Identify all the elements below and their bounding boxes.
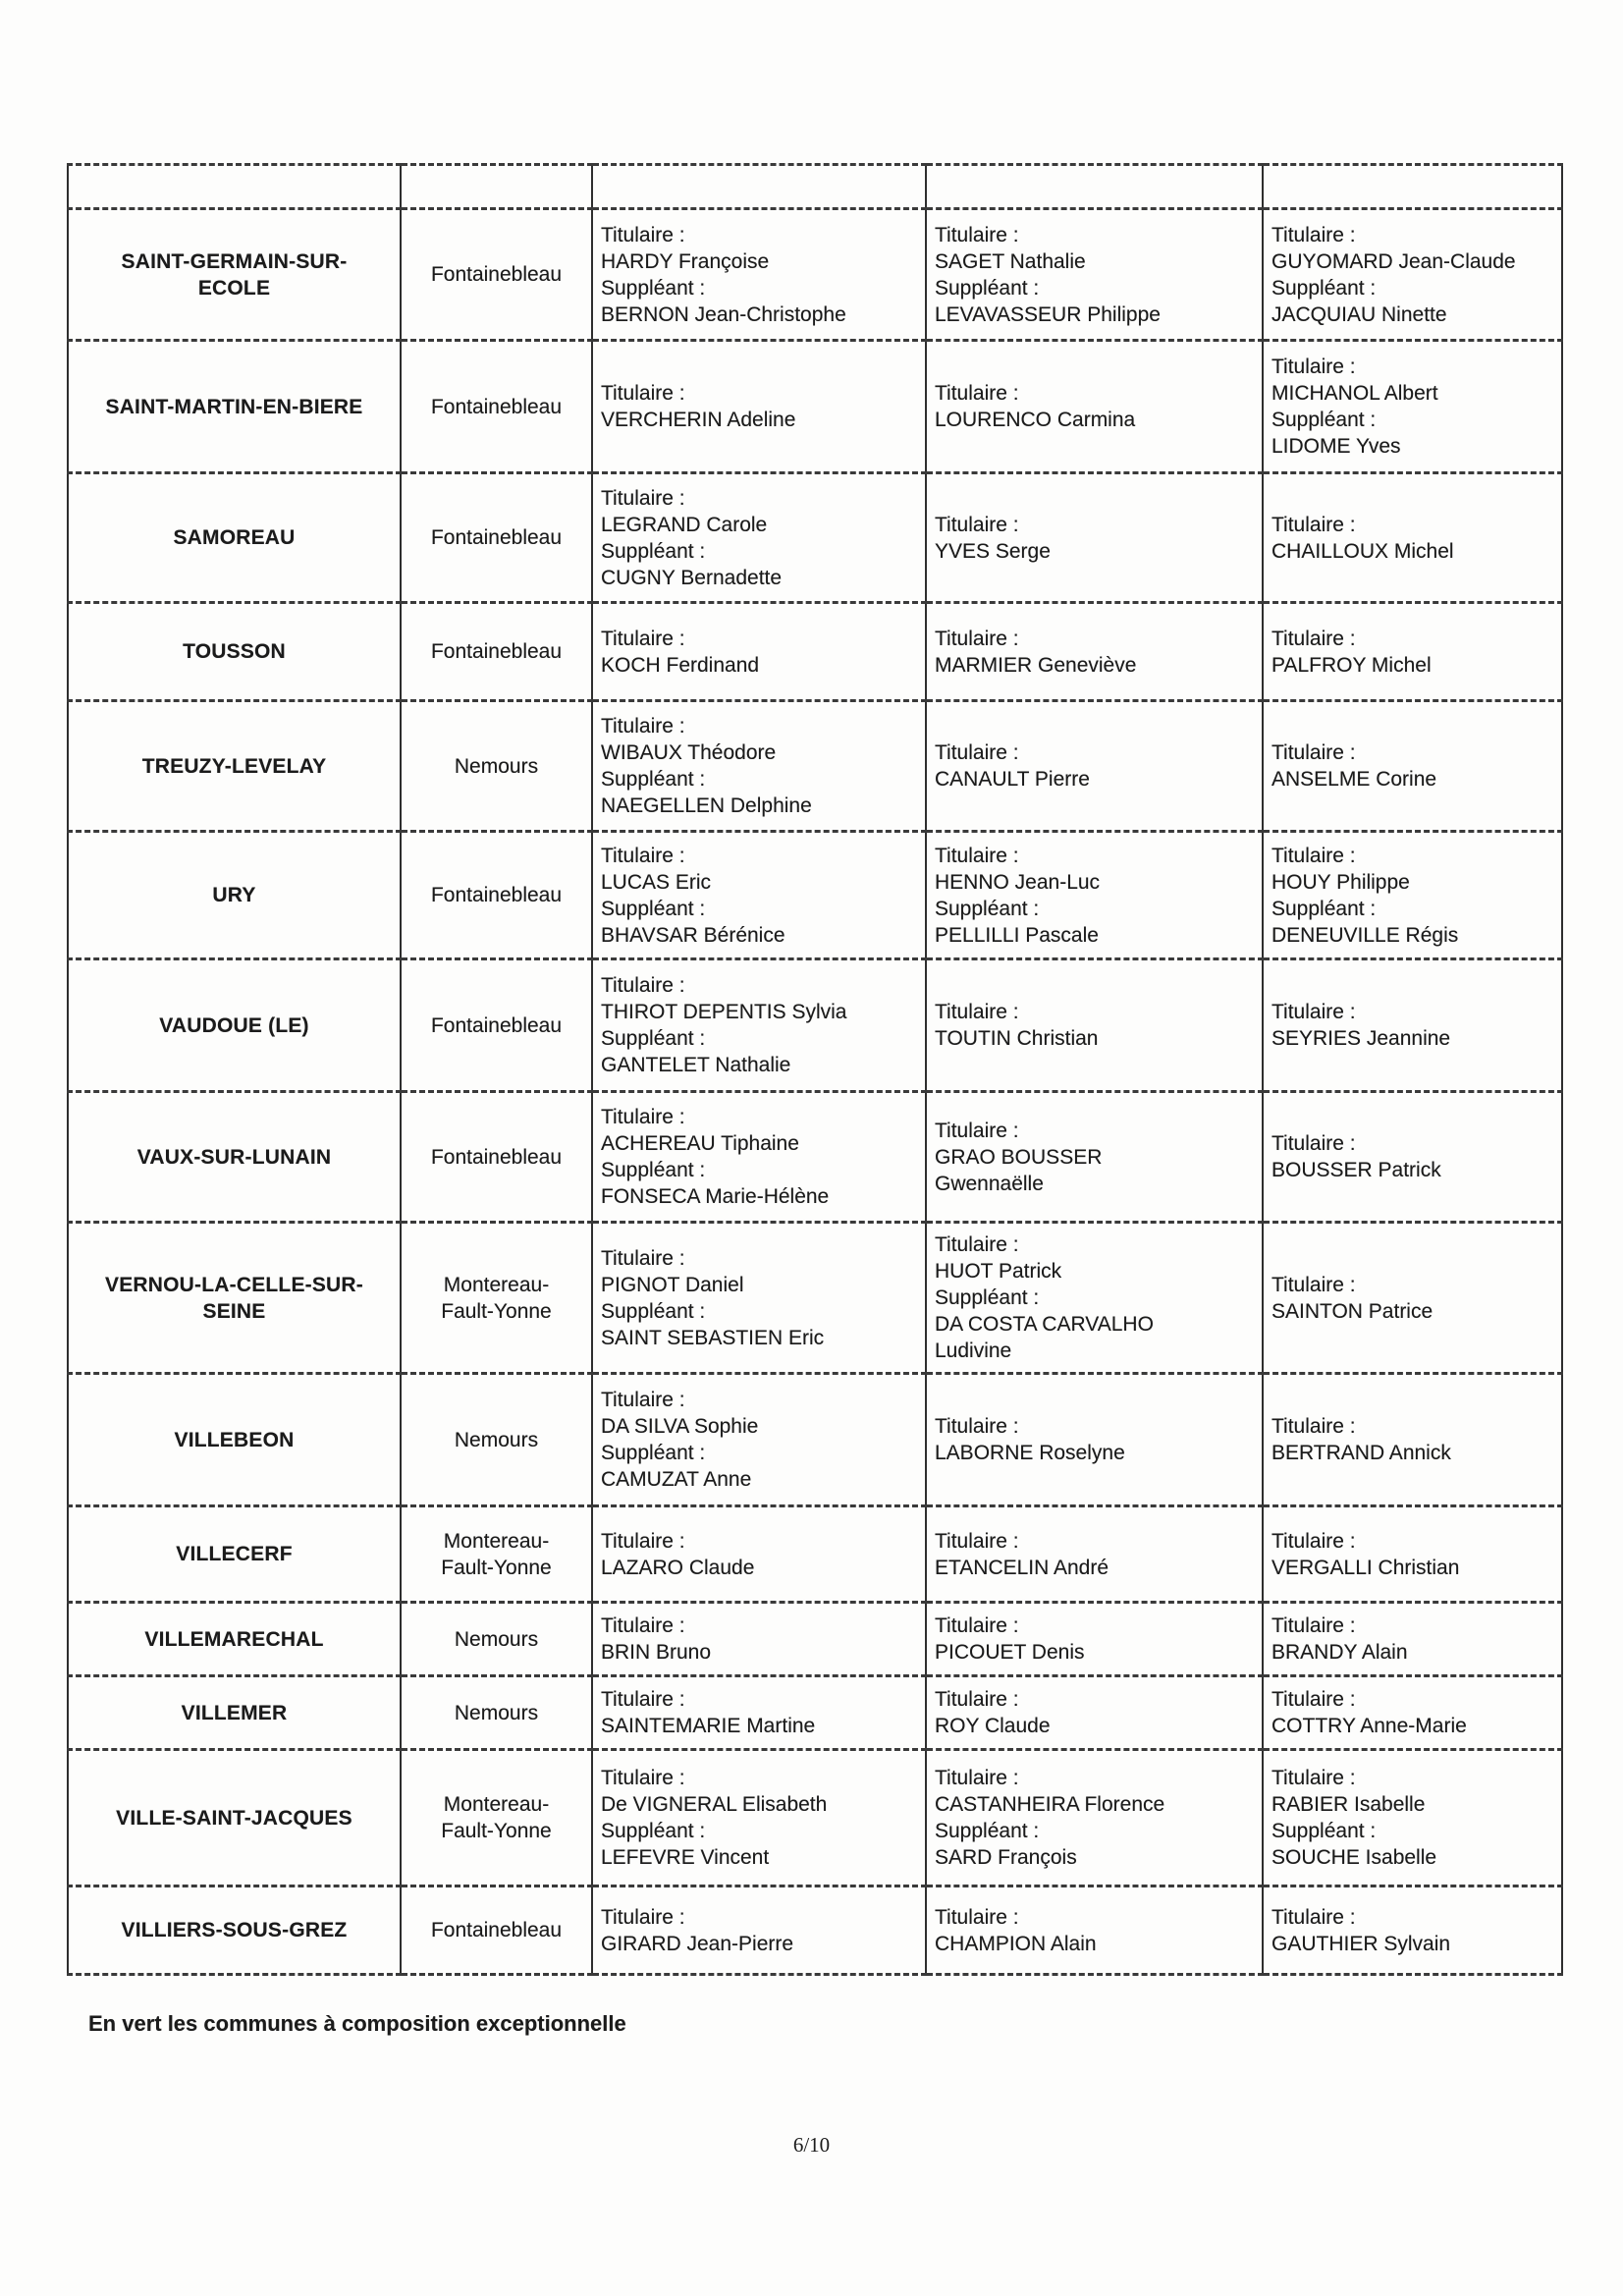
member-line: Titulaire : xyxy=(1271,844,1356,867)
member-line: ANSELME Corine xyxy=(1271,768,1437,791)
member-line: HARDY Françoise xyxy=(601,249,770,273)
member-line: SAGET Nathalie xyxy=(935,249,1086,273)
commune-cell xyxy=(68,473,401,603)
commune-cell xyxy=(68,1223,401,1374)
member-line: Titulaire : xyxy=(935,844,1019,867)
member-cell xyxy=(1263,959,1562,1092)
member-cell xyxy=(926,603,1263,701)
member-line: Titulaire : xyxy=(1271,223,1356,246)
member-line: Suppléant : xyxy=(935,276,1040,300)
member-cell xyxy=(926,1223,1263,1374)
member-line: Titulaire : xyxy=(935,1119,1019,1142)
member-line: Titulaire : xyxy=(601,223,685,246)
arrondissement-cell xyxy=(401,1886,592,1975)
table-row xyxy=(68,832,1562,959)
arrondissement-cell xyxy=(401,1603,592,1676)
member-line: TOUTIN Christian xyxy=(935,1027,1099,1050)
member-line: CHAILLOUX Michel xyxy=(1271,539,1454,563)
member-cell xyxy=(1263,1676,1562,1750)
member-line: Suppléant : xyxy=(935,1820,1040,1842)
member-line: LEGRAND Carole xyxy=(601,513,768,536)
arrondissement-cell xyxy=(401,1750,592,1886)
commune-cell xyxy=(68,1506,401,1603)
member-line: Titulaire : xyxy=(601,844,685,867)
commune-name: TREUZY-LEVELAY xyxy=(141,754,327,778)
member-line: Titulaire : xyxy=(1271,1001,1356,1023)
commune-name: VAUX-SUR-LUNAIN xyxy=(136,1145,332,1169)
member-line: Titulaire : xyxy=(601,974,685,997)
member-line: Titulaire : xyxy=(601,1767,685,1789)
arrondissement-name: Montereau- xyxy=(443,1273,550,1296)
member-line: ROY Claude xyxy=(935,1715,1051,1737)
member-line: Suppléant : xyxy=(1271,409,1377,431)
arrondissement-name: Nemours xyxy=(454,1627,539,1651)
member-line: Titulaire : xyxy=(601,1389,685,1411)
member-line: SAINT SEBASTIEN Eric xyxy=(601,1326,825,1349)
member-line: VERGALLI Christian xyxy=(1271,1556,1460,1579)
member-line: Gwennaëlle xyxy=(935,1172,1044,1195)
arrondissement-cell xyxy=(401,1223,592,1374)
member-line: Titulaire : xyxy=(935,1614,1019,1637)
commune-cell xyxy=(68,701,401,832)
header-cell-empty xyxy=(68,165,401,209)
commune-name: SAINT-MARTIN-EN-BIERE xyxy=(105,395,363,418)
member-cell xyxy=(592,959,926,1092)
member-line: CUGNY Bernadette xyxy=(601,566,783,589)
member-line: Titulaire : xyxy=(601,1688,685,1711)
member-line: De VIGNERAL Elisabeth xyxy=(601,1793,828,1816)
commune-cell xyxy=(68,1092,401,1223)
arrondissement-name: Montereau- xyxy=(443,1529,550,1553)
commune-name: VILLEMER xyxy=(181,1701,288,1724)
arrondissement-cell xyxy=(401,1676,592,1750)
member-line: CANAULT Pierre xyxy=(935,768,1090,791)
member-cell xyxy=(1263,1374,1562,1506)
table-row xyxy=(68,701,1562,832)
commune-cell xyxy=(68,959,401,1092)
member-cell xyxy=(926,959,1263,1092)
member-line: Titulaire : xyxy=(935,1688,1019,1711)
member-line: CAMUZAT Anne xyxy=(601,1468,752,1491)
member-line: SAINTON Patrice xyxy=(1271,1299,1434,1323)
header-cell-empty xyxy=(592,165,926,209)
member-line: Titulaire : xyxy=(935,1767,1019,1789)
member-line: Titulaire : xyxy=(601,486,685,510)
commune-cell xyxy=(68,1750,401,1886)
member-cell xyxy=(592,341,926,473)
table-row xyxy=(68,1603,1562,1676)
arrondissement-cell xyxy=(401,1506,592,1603)
arrondissement-cell xyxy=(401,209,592,341)
member-cell xyxy=(592,1223,926,1374)
member-line: KOCH Ferdinand xyxy=(601,653,760,677)
table-row xyxy=(68,603,1562,701)
member-line: Titulaire : xyxy=(601,1246,685,1270)
table-row xyxy=(68,341,1562,473)
commune-cell xyxy=(68,1886,401,1975)
table-header-row xyxy=(68,165,1562,209)
communes-table-body xyxy=(68,165,1562,1975)
member-line: GUYOMARD Jean-Claude xyxy=(1271,249,1516,273)
commune-name: VILLEBEON xyxy=(174,1428,295,1451)
arrondissement-cell xyxy=(401,1374,592,1506)
arrondissement-name: Fontainebleau xyxy=(430,1919,563,1941)
arrondissement-name: Nemours xyxy=(454,754,539,778)
member-line: MARMIER Geneviève xyxy=(935,653,1137,677)
arrondissement-name: Fontainebleau xyxy=(430,263,563,286)
arrondissement-cell xyxy=(401,341,592,473)
table-row xyxy=(68,473,1562,603)
member-line: BHAVSAR Bérénice xyxy=(601,923,785,947)
member-line: Titulaire : xyxy=(935,1233,1019,1256)
member-line: FONSECA Marie-Hélène xyxy=(601,1185,830,1208)
arrondissement-name: Fontainebleau xyxy=(430,640,563,663)
commune-cell xyxy=(68,832,401,959)
arrondissement-name: Montereau- xyxy=(443,1793,550,1816)
member-line: Titulaire : xyxy=(1271,355,1356,378)
commune-cell xyxy=(68,1374,401,1506)
table-row xyxy=(68,959,1562,1092)
member-line: Titulaire : xyxy=(1271,1688,1356,1711)
arrondissement-name: Fontainebleau xyxy=(430,1145,563,1169)
arrondissement-name: Nemours xyxy=(454,1428,539,1451)
member-cell xyxy=(592,832,926,959)
member-line: GRAO BOUSSER xyxy=(935,1145,1103,1169)
member-line: Titulaire : xyxy=(935,223,1019,246)
arrondissement-cell xyxy=(401,832,592,959)
member-line: LUCAS Eric xyxy=(601,870,712,894)
commune-name: SEINE xyxy=(202,1299,266,1323)
commune-name: VILLIERS-SOUS-GREZ xyxy=(121,1919,348,1941)
member-line: COTTRY Anne-Marie xyxy=(1271,1715,1467,1737)
member-cell xyxy=(926,1886,1263,1975)
member-line: Suppléant : xyxy=(935,1286,1040,1309)
member-line: Suppléant : xyxy=(601,539,706,563)
member-line: LEFEVRE Vincent xyxy=(601,1846,770,1869)
member-line: DA SILVA Sophie xyxy=(601,1415,759,1438)
member-cell xyxy=(926,473,1263,603)
member-cell xyxy=(926,1092,1263,1223)
member-cell xyxy=(926,1750,1263,1886)
member-line: PALFROY Michel xyxy=(1271,653,1432,677)
member-line: SARD François xyxy=(935,1846,1077,1869)
member-cell xyxy=(592,1092,926,1223)
member-line: Titulaire : xyxy=(1271,1273,1356,1296)
arrondissement-name: Nemours xyxy=(454,1701,539,1724)
member-line: LAZARO Claude xyxy=(601,1556,755,1579)
table-row xyxy=(68,209,1562,341)
member-line: LIDOME Yves xyxy=(1271,435,1401,458)
member-cell xyxy=(592,701,926,832)
member-line: Titulaire : xyxy=(1271,1767,1356,1789)
arrondissement-name: Fault-Yonne xyxy=(441,1556,552,1579)
member-cell xyxy=(1263,209,1562,341)
commune-name: URY xyxy=(212,884,256,906)
member-line: YVES Serge xyxy=(935,539,1051,563)
member-line: Titulaire : xyxy=(935,513,1019,536)
member-line: Suppléant : xyxy=(601,1299,706,1323)
arrondissement-name: Fault-Yonne xyxy=(441,1820,552,1842)
member-line: Titulaire : xyxy=(601,382,685,405)
member-line: SOUCHE Isabelle xyxy=(1271,1846,1437,1869)
arrondissement-cell xyxy=(401,701,592,832)
commune-name: TOUSSON xyxy=(183,640,286,663)
member-cell xyxy=(1263,1223,1562,1374)
commune-name: ECOLE xyxy=(197,276,271,300)
member-line: THIROT DEPENTIS Sylvia xyxy=(601,1001,847,1023)
member-line: Suppléant : xyxy=(601,276,706,300)
member-line: Suppléant : xyxy=(935,897,1040,920)
commune-cell xyxy=(68,341,401,473)
member-line: JACQUIAU Ninette xyxy=(1271,302,1447,326)
member-cell xyxy=(1263,341,1562,473)
member-line: LABORNE Roselyne xyxy=(935,1442,1125,1464)
table-row xyxy=(68,1750,1562,1886)
member-cell xyxy=(926,1676,1263,1750)
member-cell xyxy=(926,1374,1263,1506)
member-line: Titulaire : xyxy=(935,1529,1019,1553)
member-line: Titulaire : xyxy=(1271,741,1356,764)
member-line: HENNO Jean-Luc xyxy=(935,870,1101,894)
member-line: Suppléant : xyxy=(601,1027,706,1050)
member-line: PICOUET Denis xyxy=(935,1641,1085,1664)
member-cell xyxy=(592,1676,926,1750)
table-row xyxy=(68,1506,1562,1603)
member-cell xyxy=(926,832,1263,959)
member-cell xyxy=(926,701,1263,832)
member-line: Titulaire : xyxy=(1271,627,1356,650)
commune-name: VILLECERF xyxy=(176,1543,293,1565)
member-line: Titulaire : xyxy=(1271,1905,1356,1929)
member-line: Titulaire : xyxy=(601,1529,685,1553)
commune-name: SAMOREAU xyxy=(173,526,296,549)
member-line: Suppléant : xyxy=(601,897,706,920)
member-line: BERTRAND Annick xyxy=(1271,1442,1451,1464)
member-line: Titulaire : xyxy=(601,1905,685,1929)
member-cell xyxy=(1263,1506,1562,1603)
member-cell xyxy=(1263,1750,1562,1886)
member-line: BRANDY Alain xyxy=(1271,1641,1408,1664)
member-line: CHAMPION Alain xyxy=(935,1932,1097,1955)
member-line: LOURENCO Carmina xyxy=(935,409,1136,431)
page-number: 6/10 xyxy=(792,2133,831,2157)
member-cell xyxy=(592,1886,926,1975)
member-line: Titulaire : xyxy=(935,741,1019,764)
member-line: Titulaire : xyxy=(601,1614,685,1637)
member-line: Titulaire : xyxy=(1271,1529,1356,1553)
member-line: PIGNOT Daniel xyxy=(601,1273,744,1296)
header-cell-empty xyxy=(1263,165,1562,209)
member-line: Suppléant : xyxy=(601,1159,706,1181)
member-line: Titulaire : xyxy=(935,1905,1019,1929)
legend-note: En vert les communes à composition exceptionnelle xyxy=(88,2011,626,2036)
member-line: Titulaire : xyxy=(1271,1132,1356,1155)
member-line: RABIER Isabelle xyxy=(1271,1793,1426,1816)
member-line: Titulaire : xyxy=(1271,513,1356,536)
arrondissement-name: Fontainebleau xyxy=(430,395,563,418)
member-line: WIBAUX Théodore xyxy=(601,741,777,764)
member-line: DENEUVILLE Régis xyxy=(1271,923,1459,947)
member-cell xyxy=(1263,473,1562,603)
arrondissement-name: Fontainebleau xyxy=(430,1013,563,1037)
member-cell xyxy=(926,341,1263,473)
member-cell xyxy=(592,1506,926,1603)
member-line: Titulaire : xyxy=(935,1415,1019,1438)
member-cell xyxy=(1263,1603,1562,1676)
member-line: Titulaire : xyxy=(935,1001,1019,1023)
member-cell xyxy=(1263,832,1562,959)
member-line: Suppléant : xyxy=(1271,276,1377,300)
member-cell xyxy=(1263,1886,1562,1975)
member-cell xyxy=(1263,1092,1562,1223)
arrondissement-cell xyxy=(401,473,592,603)
arrondissement-cell xyxy=(401,959,592,1092)
commune-cell xyxy=(68,603,401,701)
member-cell xyxy=(926,209,1263,341)
member-cell xyxy=(592,603,926,701)
member-line: DA COSTA CARVALHO xyxy=(935,1313,1154,1336)
member-cell xyxy=(592,1603,926,1676)
member-cell xyxy=(1263,603,1562,701)
commune-name: VERNOU-LA-CELLE-SUR- xyxy=(105,1273,363,1296)
member-line: NAEGELLEN Delphine xyxy=(601,794,812,817)
member-line: Ludivine xyxy=(935,1339,1012,1362)
commune-name: VILLEMARECHAL xyxy=(144,1627,324,1651)
table-row xyxy=(68,1886,1562,1975)
member-line: ACHEREAU Tiphaine xyxy=(601,1132,799,1155)
member-line: Titulaire : xyxy=(601,715,685,738)
member-cell xyxy=(592,1750,926,1886)
header-cell-empty xyxy=(401,165,592,209)
member-cell xyxy=(926,1603,1263,1676)
member-line: MICHANOL Albert xyxy=(1271,382,1438,405)
member-line: LEVAVASSEUR Philippe xyxy=(935,302,1161,326)
member-cell xyxy=(592,209,926,341)
member-line: CASTANHEIRA Florence xyxy=(935,1793,1165,1816)
member-line: PELLILLI Pascale xyxy=(935,923,1099,947)
member-line: BRIN Bruno xyxy=(601,1641,712,1664)
table-row xyxy=(68,1374,1562,1506)
member-line: ETANCELIN André xyxy=(935,1556,1109,1579)
table-row xyxy=(68,1676,1562,1750)
member-line: Suppléant : xyxy=(601,1820,706,1842)
member-cell xyxy=(592,1374,926,1506)
member-line: SAINTEMARIE Martine xyxy=(601,1715,816,1737)
member-line: SEYRIES Jeannine xyxy=(1271,1027,1451,1050)
table-row xyxy=(68,1092,1562,1223)
arrondissement-cell xyxy=(401,603,592,701)
member-line: GIRARD Jean-Pierre xyxy=(601,1932,794,1955)
member-line: VERCHERIN Adeline xyxy=(601,409,796,431)
member-line: Titulaire : xyxy=(1271,1415,1356,1438)
member-line: Suppléant : xyxy=(1271,897,1377,920)
commune-cell xyxy=(68,1676,401,1750)
arrondissement-cell xyxy=(401,1092,592,1223)
member-line: HUOT Patrick xyxy=(935,1260,1062,1283)
header-cell-empty xyxy=(926,165,1263,209)
member-cell xyxy=(926,1506,1263,1603)
member-line: HOUY Philippe xyxy=(1271,870,1410,894)
member-line: Titulaire : xyxy=(935,382,1019,405)
member-line: GAUTHIER Sylvain xyxy=(1271,1932,1451,1955)
arrondissement-name: Fault-Yonne xyxy=(441,1299,552,1323)
commune-cell xyxy=(68,1603,401,1676)
commune-name: SAINT-GERMAIN-SUR- xyxy=(121,249,348,273)
member-cell xyxy=(1263,701,1562,832)
arrondissement-name: Fontainebleau xyxy=(430,526,563,549)
commune-cell xyxy=(68,209,401,341)
member-line: BOUSSER Patrick xyxy=(1271,1159,1441,1181)
arrondissement-name: Fontainebleau xyxy=(430,884,563,906)
communes-table xyxy=(67,163,1563,1976)
member-cell xyxy=(592,473,926,603)
commune-name: VILLE-SAINT-JACQUES xyxy=(116,1806,352,1830)
member-line: GANTELET Nathalie xyxy=(601,1054,791,1076)
member-line: Titulaire : xyxy=(601,627,685,650)
member-line: Titulaire : xyxy=(1271,1614,1356,1637)
member-line: Suppléant : xyxy=(1271,1820,1377,1842)
member-line: Titulaire : xyxy=(935,627,1019,650)
member-line: BERNON Jean-Christophe xyxy=(601,302,846,326)
commune-name: VAUDOUE (LE) xyxy=(159,1013,309,1037)
member-line: Suppléant : xyxy=(601,1442,706,1464)
member-line: Suppléant : xyxy=(601,768,706,791)
member-line: Titulaire : xyxy=(601,1106,685,1128)
table-row xyxy=(68,1223,1562,1374)
